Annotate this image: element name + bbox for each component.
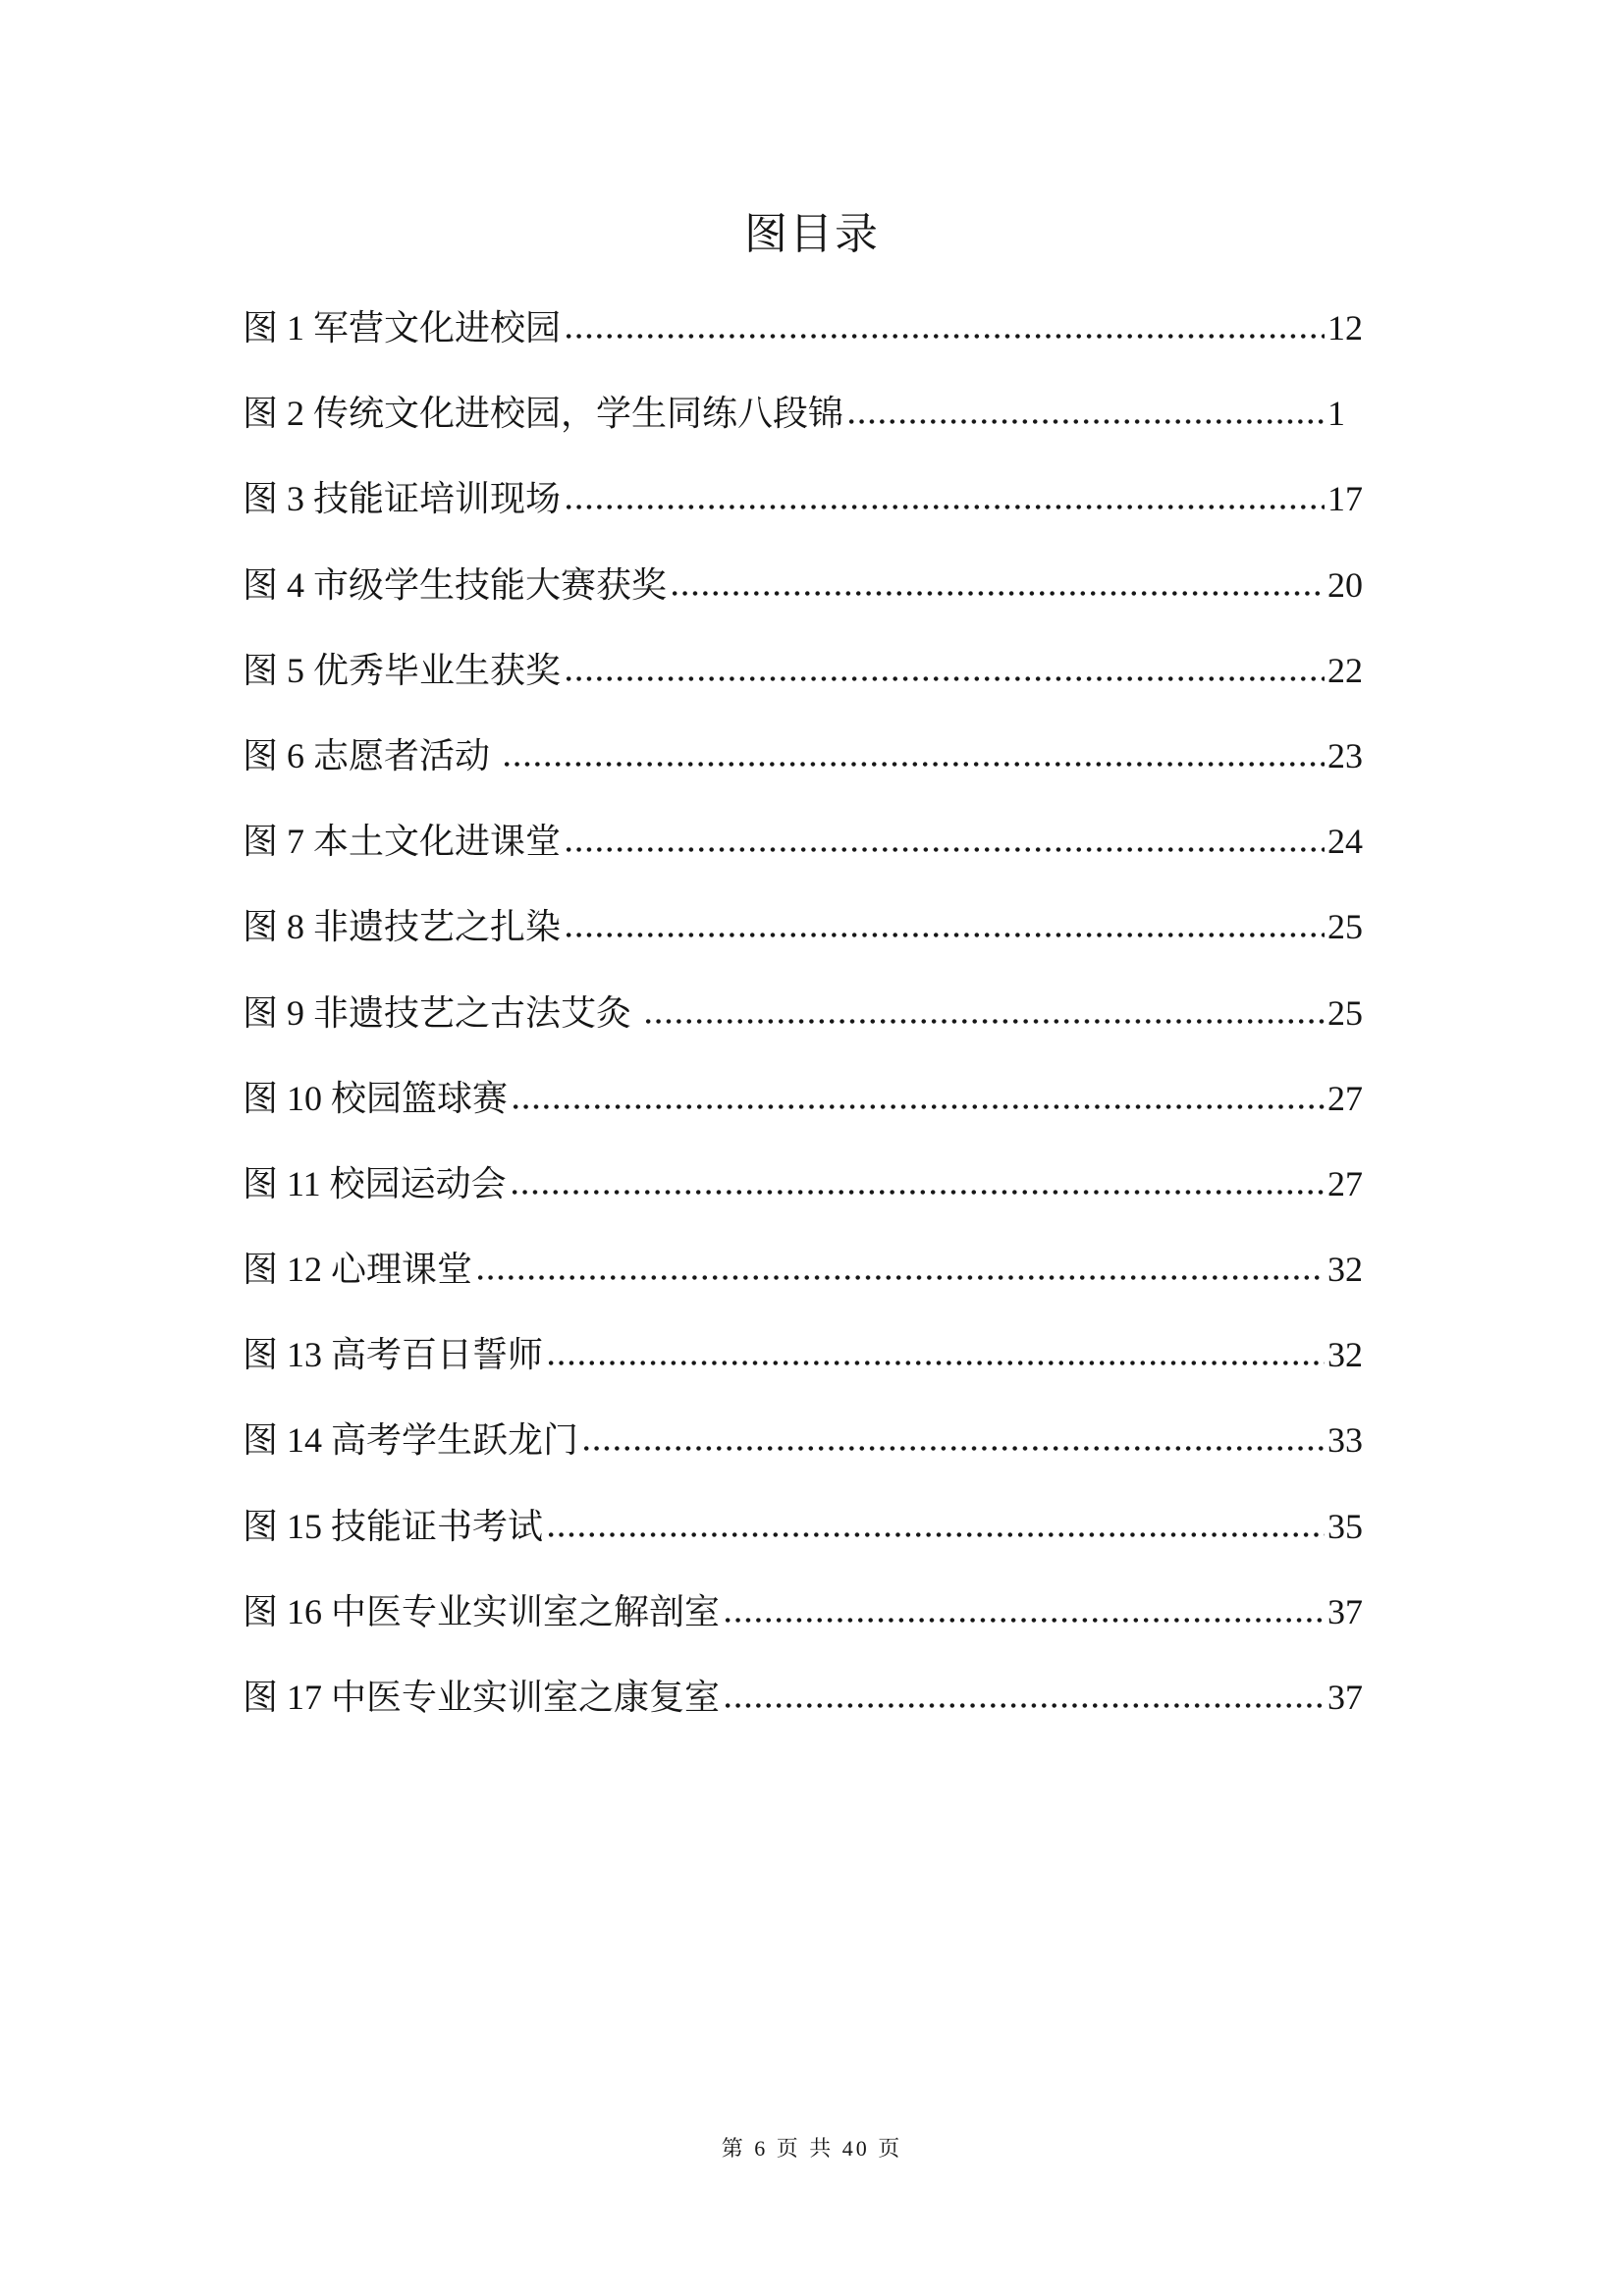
dot-leader: [546, 1360, 1325, 1366]
toc-entry-page-number: 17: [1327, 479, 1363, 519]
dot-leader: [846, 418, 1325, 425]
toc-entry-label: 图 9 非遗技艺之古法艾灸: [243, 992, 641, 1033]
toc-entry: [243, 905, 1399, 990]
toc-entry: [243, 991, 1399, 1077]
dot-leader: [643, 1018, 1325, 1025]
dot-leader: [564, 932, 1325, 938]
toc-entry-label: 图 13 高考百日誓师: [243, 1335, 544, 1375]
toc-entry-page-number: 1: [1327, 394, 1345, 434]
dot-leader: [475, 1274, 1325, 1281]
toc-entry-page-number: 25: [1327, 992, 1363, 1033]
figure-toc-list: [243, 306, 1399, 1761]
page-footer: 第 6 页 共 40 页: [721, 2136, 903, 2161]
toc-entry: [243, 1590, 1399, 1676]
toc-entry: [243, 392, 1399, 477]
toc-entry: [243, 477, 1399, 562]
toc-entry-label: 图 3 技能证培训现场: [243, 479, 562, 519]
page-title: 图目录: [744, 210, 880, 258]
toc-entry-label: 图 4 市级学生技能大赛获奖: [243, 564, 668, 605]
toc-entry: [243, 1676, 1399, 1761]
toc-entry: [243, 820, 1399, 905]
dot-leader: [564, 675, 1325, 682]
toc-entry: [243, 1505, 1399, 1590]
toc-entry: [243, 1248, 1399, 1333]
toc-entry-label: 图 16 中医专业实训室之解剖室: [243, 1591, 721, 1631]
toc-entry-label: 图 8 非遗技艺之扎染: [243, 907, 562, 947]
dot-leader: [723, 1702, 1325, 1709]
dot-leader: [581, 1445, 1325, 1452]
toc-entry-page-number: 27: [1327, 1163, 1363, 1203]
dot-leader: [546, 1531, 1325, 1538]
toc-entry-page-number: 32: [1327, 1250, 1363, 1290]
dot-leader: [564, 504, 1325, 510]
toc-entry-page-number: 23: [1327, 735, 1363, 775]
toc-entry-label: 图 6 志愿者活动: [243, 735, 500, 775]
dot-leader: [564, 333, 1325, 340]
toc-entry-page-number: 24: [1327, 822, 1363, 862]
toc-entry-label: 图 10 校园篮球赛: [243, 1078, 509, 1118]
toc-entry-label: 图 17 中医专业实训室之康复室: [243, 1678, 721, 1717]
toc-entry-label: 图 11 校园运动会: [243, 1163, 507, 1203]
toc-entry-label: 图 7 本土文化进课堂: [243, 822, 562, 862]
toc-entry-label: 图 12 心理课堂: [243, 1250, 473, 1290]
toc-entry-label: 图 2 传统文化进校园，学生同练八段锦: [243, 394, 844, 434]
dot-leader: [670, 590, 1325, 597]
toc-entry: [243, 1077, 1399, 1162]
dot-leader: [723, 1617, 1325, 1624]
toc-entry: [243, 306, 1399, 392]
dot-leader: [502, 761, 1325, 768]
toc-entry-page-number: 12: [1327, 308, 1363, 347]
toc-entry-page-number: 37: [1327, 1678, 1363, 1717]
dot-leader: [510, 1189, 1325, 1196]
toc-entry: [243, 563, 1399, 649]
toc-entry-page-number: 33: [1327, 1420, 1363, 1461]
toc-entry-label: 图 14 高考学生跃龙门: [243, 1420, 579, 1461]
dot-leader: [564, 846, 1325, 853]
dot-leader: [511, 1103, 1325, 1110]
toc-entry-page-number: 35: [1327, 1506, 1363, 1546]
toc-entry-page-number: 20: [1327, 564, 1363, 605]
toc-entry: [243, 1162, 1399, 1248]
toc-entry-page-number: 22: [1327, 650, 1363, 690]
toc-entry-label: 图 5 优秀毕业生获奖: [243, 650, 562, 690]
toc-entry-label: 图 15 技能证书考试: [243, 1506, 544, 1546]
toc-entry: [243, 649, 1399, 734]
toc-entry: [243, 734, 1399, 820]
toc-entry-page-number: 27: [1327, 1078, 1363, 1118]
toc-entry-page-number: 37: [1327, 1591, 1363, 1631]
toc-entry: [243, 1418, 1399, 1504]
toc-entry-page-number: 25: [1327, 907, 1363, 947]
toc-entry-page-number: 32: [1327, 1335, 1363, 1375]
toc-entry-label: 图 1 军营文化进校园: [243, 308, 562, 347]
toc-entry: [243, 1333, 1399, 1418]
